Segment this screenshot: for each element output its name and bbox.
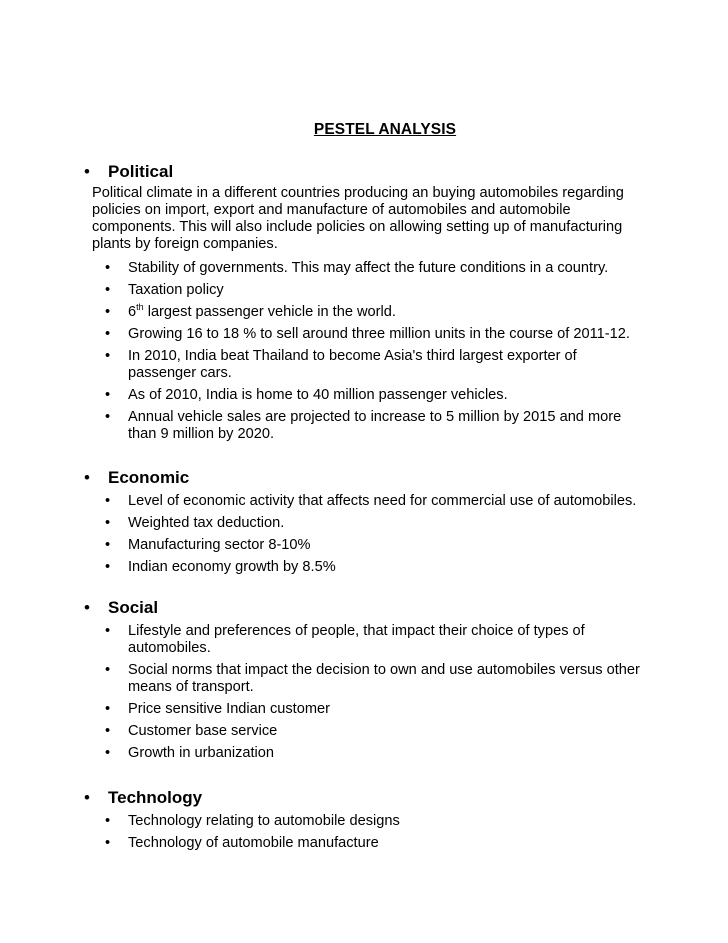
heading-bullet: • bbox=[84, 468, 90, 487]
list-bullet: • bbox=[105, 623, 111, 639]
list-item bbox=[0, 304, 648, 321]
list-bullet: • bbox=[105, 409, 111, 425]
list-item bbox=[0, 662, 648, 696]
list-item bbox=[0, 701, 648, 718]
list-item-text: largest passenger vehicle in the world. bbox=[143, 304, 396, 320]
list-item-text: Technology of automobile manufacture bbox=[128, 835, 379, 851]
list-item-text: Stability of governments. This may affect the future conditions in a country. bbox=[128, 260, 609, 276]
economic-list bbox=[0, 493, 728, 581]
technology-list bbox=[0, 813, 728, 857]
list-item bbox=[0, 723, 648, 740]
list-item-text: Manufacturing sector 8-10% bbox=[128, 537, 311, 553]
list-item-text: Customer base service bbox=[128, 723, 278, 739]
heading-text: Social bbox=[108, 598, 159, 617]
heading-bullet: • bbox=[84, 162, 90, 181]
list-item bbox=[0, 387, 648, 404]
list-bullet: • bbox=[105, 723, 111, 739]
list-item-text: Technology relating to automobile designs bbox=[128, 813, 400, 829]
list-item-text: Growing 16 to 18 % to sell around three million units in the course of 2011-12. bbox=[128, 326, 630, 342]
list-item bbox=[0, 409, 648, 443]
list-item bbox=[0, 348, 648, 382]
list-item bbox=[0, 813, 648, 830]
list-item-number: 6 bbox=[128, 304, 137, 320]
list-item bbox=[0, 282, 648, 299]
list-item-text: Lifestyle and preferences of people, that impact their choice of types of automobiles. bbox=[128, 623, 585, 656]
list-item bbox=[0, 623, 648, 657]
list-item-text: Taxation policy bbox=[128, 282, 224, 298]
list-item-text: Growth in urbanization bbox=[128, 745, 275, 761]
political-list bbox=[0, 260, 728, 448]
list-bullet: • bbox=[105, 701, 111, 717]
political-paragraph: Political climate in a different countries producing an buying automobiles regarding policies on import, export and manufacture of automobiles and automobile components. This will also include policies on allowing setting up of manufacturing plants by foreign companies. bbox=[92, 185, 624, 252]
heading-text: Political bbox=[108, 162, 174, 181]
list-item bbox=[0, 537, 648, 554]
list-bullet: • bbox=[105, 260, 111, 276]
heading-text: Technology bbox=[108, 788, 203, 807]
heading-bullet: • bbox=[84, 788, 90, 807]
list-item bbox=[0, 559, 648, 576]
section-heading-technology bbox=[84, 788, 202, 808]
list-bullet: • bbox=[105, 537, 111, 553]
page-title: PESTEL ANALYSIS bbox=[313, 121, 457, 138]
heading-bullet: • bbox=[84, 598, 90, 617]
list-bullet: • bbox=[105, 559, 111, 575]
list-bullet: • bbox=[105, 326, 111, 342]
social-list bbox=[0, 623, 728, 767]
list-item bbox=[0, 835, 648, 852]
heading-text: Economic bbox=[108, 468, 190, 487]
list-item-text: Indian economy growth by 8.5% bbox=[128, 559, 336, 575]
list-bullet: • bbox=[105, 387, 111, 403]
list-item-text: In 2010, India beat Thailand to become Asia's third largest exporter of passenger cars. bbox=[128, 348, 577, 381]
list-bullet: • bbox=[105, 493, 111, 509]
list-item-superscript: th bbox=[136, 302, 144, 312]
list-bullet: • bbox=[105, 662, 111, 678]
list-item-text: Level of economic activity that affects need for commercial use of automobiles. bbox=[128, 493, 637, 509]
section-heading-political bbox=[84, 162, 173, 182]
list-bullet: • bbox=[105, 515, 111, 531]
list-bullet: • bbox=[105, 348, 111, 364]
list-item bbox=[0, 515, 648, 532]
list-bullet: • bbox=[105, 304, 111, 320]
list-bullet: • bbox=[105, 282, 111, 298]
list-bullet: • bbox=[105, 745, 111, 761]
list-item-text: Price sensitive Indian customer bbox=[128, 701, 330, 717]
list-item bbox=[0, 326, 648, 343]
list-item bbox=[0, 493, 648, 510]
list-item bbox=[0, 745, 648, 762]
list-bullet: • bbox=[105, 835, 111, 851]
section-heading-economic bbox=[84, 468, 189, 488]
list-item-text: As of 2010, India is home to 40 million passenger vehicles. bbox=[128, 387, 508, 403]
section-heading-social bbox=[84, 598, 158, 618]
list-item bbox=[0, 260, 648, 277]
list-item-text: Weighted tax deduction. bbox=[128, 515, 285, 531]
list-bullet: • bbox=[105, 813, 111, 829]
list-item-text: Social norms that impact the decision to own and use automobiles versus other means of transport. bbox=[128, 662, 640, 695]
list-item-text: Annual vehicle sales are projected to increase to 5 million by 2015 and more than 9 million by 2020. bbox=[128, 409, 622, 442]
